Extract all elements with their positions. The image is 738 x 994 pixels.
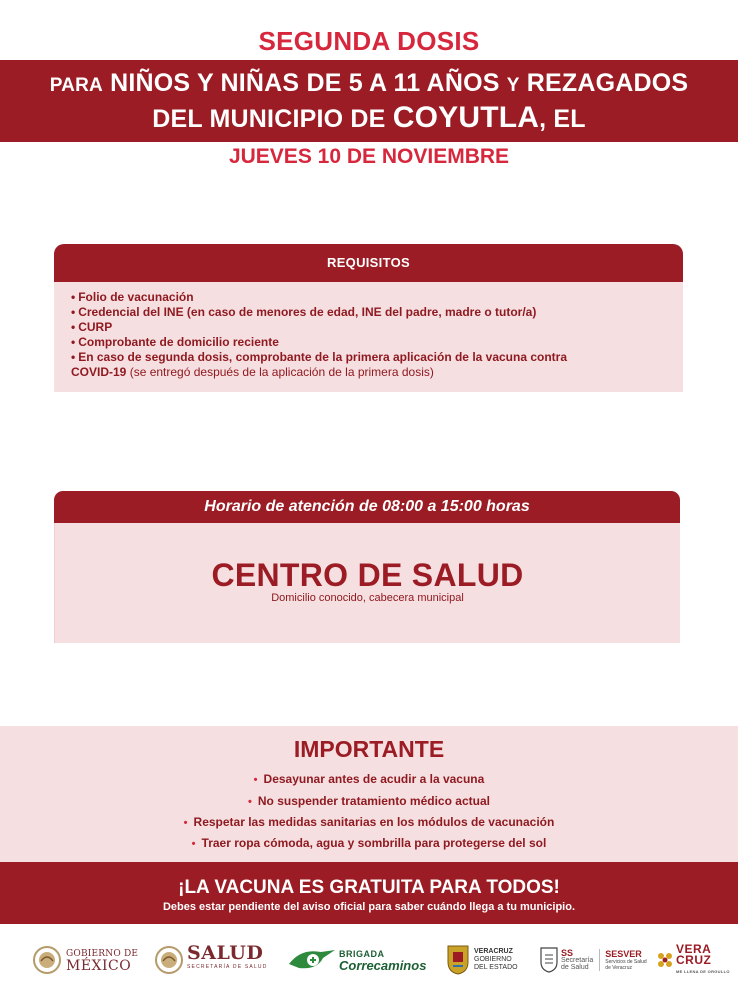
- salud-logo: SALUD SECRETARÍA DE SALUD: [154, 940, 268, 980]
- schedule-body: [54, 523, 680, 643]
- state-shield-icon: [540, 947, 558, 973]
- veracruz-orgullo-logo: VERA CRUZ ME LLENA DE ORGULLO: [656, 940, 730, 980]
- vaccination-site: CENTRO DE SALUD: [211, 557, 524, 593]
- requirements-list: [54, 282, 683, 392]
- official-notice: Debes estar pendiente del aviso oficial para saber cuándo llega a tu municipio.: [162, 901, 575, 913]
- requirements-heading: REQUISITOS: [54, 244, 683, 282]
- banner-line-1: [0, 69, 738, 98]
- gobierno-mexico-logo: GOBIERNO DE MÉXICO: [32, 940, 138, 980]
- requirement-item: • Credencial del INE (en caso de menores de edad, INE del padre, madre o tutor/a): [71, 305, 537, 319]
- requirements-panel: [54, 244, 683, 392]
- requirement-item: • En caso de segunda dosis, comprobante de la primera aplicación de la vacuna contra: [71, 350, 568, 364]
- banner-municipio-label: DEL MUNICIPIO DE: [152, 105, 386, 133]
- banner-municipio-name: COYUTLA: [392, 101, 540, 134]
- ss-sesver-logo: SS Secretaría de Salud SESVER Servicios de Salud de Veracruz: [540, 940, 647, 980]
- veracruz-shield-icon: [446, 944, 470, 976]
- banner-el: , EL: [539, 105, 586, 133]
- schedule-panel: [54, 491, 680, 643]
- banner-rezagados: REZAGADOS: [526, 69, 689, 97]
- eagle-seal-icon: [32, 945, 62, 975]
- flower-icon: [656, 951, 674, 969]
- sponsor-logos: [0, 934, 738, 984]
- free-vaccine-headline: ¡LA VACUNA ES GRATUITA PARA TODOS!: [178, 877, 560, 898]
- banner-audience: NIÑOS Y NIÑAS DE 5 A 11 AÑOS: [110, 69, 500, 97]
- requirement-item-continuation: COVID-19 (se entregó después de la aplicación de la primera dosis): [71, 365, 434, 379]
- free-vaccine-band: [0, 862, 738, 924]
- requirement-item: • CURP: [71, 320, 113, 334]
- audience-banner: [0, 60, 738, 142]
- site-address: Domicilio conocido, cabecera municipal: [271, 592, 464, 604]
- banner-line-2: [0, 101, 738, 135]
- veracruz-gobierno-logo: VERACRUZ GOBIERNO DEL ESTADO: [446, 940, 518, 980]
- important-item: • Traer ropa cómoda, agua y sombrilla para protegerse del sol: [191, 836, 547, 850]
- roadrunner-icon: [287, 944, 337, 976]
- requirement-item: • Folio de vacunación: [71, 290, 194, 304]
- schedule-heading: Horario de atención de 08:00 a 15:00 horas: [54, 491, 680, 523]
- important-heading: IMPORTANTE: [293, 736, 445, 762]
- brigada-correcaminos-logo: BRIGADA Correcaminos: [287, 940, 426, 980]
- campaign-title: SEGUNDA DOSIS: [258, 26, 480, 56]
- important-item: • Desayunar antes de acudir a la vacuna: [253, 772, 485, 786]
- event-date: JUEVES 10 DE NOVIEMBRE: [228, 145, 510, 168]
- important-item: • Respetar las medidas sanitarias en los módulos de vacunación: [183, 815, 555, 829]
- requirement-item: • Comprobante de domicilio reciente: [71, 335, 279, 349]
- important-panel: [0, 726, 738, 862]
- eagle-seal-icon: [154, 945, 184, 975]
- banner-para: PARA: [49, 75, 103, 96]
- important-item: • No suspender tratamiento médico actual: [248, 794, 490, 808]
- banner-y: Y: [506, 75, 520, 96]
